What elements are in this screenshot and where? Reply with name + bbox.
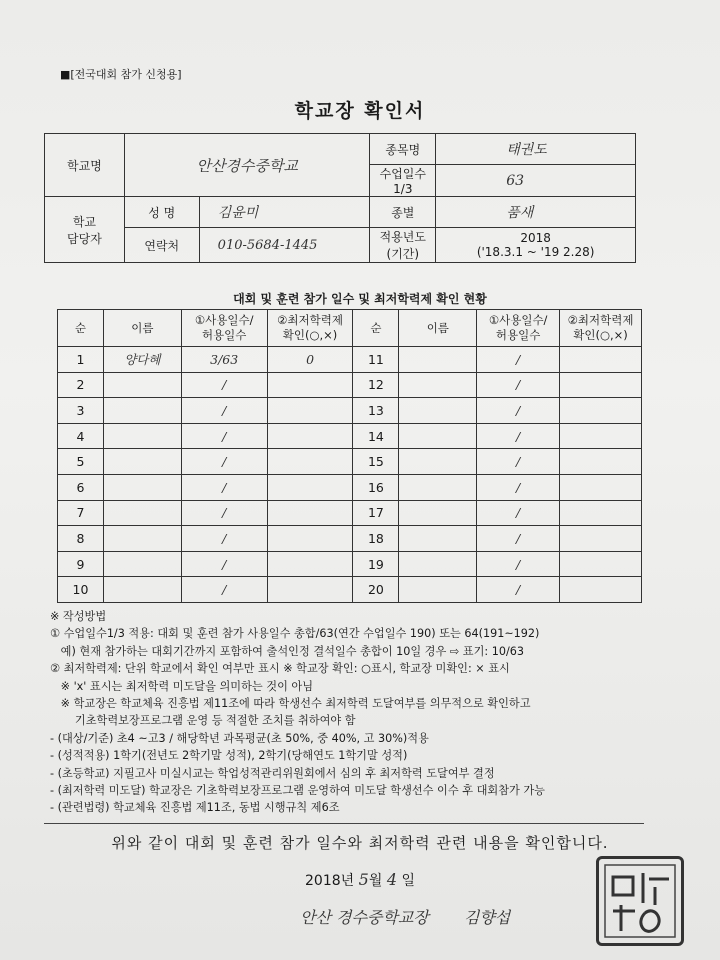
cell-order: 10 bbox=[58, 577, 104, 603]
cell-check bbox=[267, 423, 353, 449]
cell-check-2 bbox=[560, 577, 642, 603]
note-line: ② 최저학력제: 단위 학교에서 확인 여부만 표시 ※ 학교장 확인: ○표시, 학교장 미확인: × 표시 bbox=[50, 662, 510, 676]
cell-order: 3 bbox=[58, 398, 104, 424]
cell-name bbox=[103, 551, 181, 577]
cell-check bbox=[267, 577, 353, 603]
cell-check-2 bbox=[560, 372, 642, 398]
cell-order-2: 11 bbox=[353, 347, 399, 373]
cell-name-2 bbox=[399, 474, 477, 500]
school-name-value: 안산경수중학교 bbox=[124, 134, 370, 197]
cell-order-2: 14 bbox=[353, 423, 399, 449]
cell-name bbox=[103, 449, 181, 475]
sport-value: 태권도 bbox=[436, 134, 636, 165]
col-order-header-2: 순 bbox=[353, 310, 399, 347]
cell-check-2 bbox=[560, 500, 642, 526]
cell-order: 7 bbox=[58, 500, 104, 526]
name-value: 김윤미 bbox=[199, 197, 370, 228]
cell-days-2: / bbox=[477, 449, 560, 475]
principal-signature: 안산 경수중학교장 김향섭 bbox=[300, 908, 511, 927]
col-days-header-2: ①사용일수/ 허용일수 bbox=[477, 310, 560, 347]
cell-check-2 bbox=[560, 449, 642, 475]
cell-check bbox=[267, 449, 353, 475]
cell-order-2: 15 bbox=[353, 449, 399, 475]
note-line: - (대상/기준) 초4 ~고3 / 해당학년 과목평균(초 50%, 중 40%, 고 30%)적용 bbox=[50, 731, 429, 745]
note-line: ※ 'x' 표시는 최저학력 미도달을 의미하는 것이 아님 bbox=[50, 679, 314, 693]
confirmation-text: 위와 같이 대회 및 훈련 참가 일수와 최저학력 관련 내용을 확인합니다. bbox=[111, 834, 609, 852]
cell-days: / bbox=[181, 372, 267, 398]
cell-check-2 bbox=[560, 474, 642, 500]
cell-days-2: / bbox=[477, 551, 560, 577]
cell-check bbox=[267, 551, 353, 577]
table-row bbox=[58, 551, 642, 577]
cell-days: / bbox=[181, 500, 267, 526]
cell-days-2: / bbox=[477, 474, 560, 500]
cell-order-2: 20 bbox=[353, 577, 399, 603]
col-days-header: ①사용일수/ 허용일수 bbox=[181, 310, 267, 347]
cell-days: / bbox=[181, 551, 267, 577]
cell-check-2 bbox=[560, 423, 642, 449]
cell-order-2: 12 bbox=[353, 372, 399, 398]
col-name-header-2: 이름 bbox=[399, 310, 477, 347]
cell-days-2: / bbox=[477, 398, 560, 424]
cell-name-2 bbox=[399, 577, 477, 603]
col-min-header: ②최저학력제 확인(○,×) bbox=[267, 310, 353, 347]
cell-check-2 bbox=[560, 398, 642, 424]
cell-days: / bbox=[181, 398, 267, 424]
cell-order-2: 13 bbox=[353, 398, 399, 424]
document-title: 학교장 확인서 bbox=[294, 100, 426, 122]
cell-days: / bbox=[181, 474, 267, 500]
school-info-table bbox=[44, 133, 636, 263]
cell-order-2: 17 bbox=[353, 500, 399, 526]
note-line: ※ 작성방법 bbox=[50, 610, 107, 623]
cell-order-2: 18 bbox=[353, 526, 399, 552]
note-line: - (최저학력 미도달) 학교장은 기초학력보장프로그램 운영하여 미도달 학생선수 이수 후 대회참가 가능 bbox=[50, 784, 545, 798]
col-min-header-2: ②최저학력제 확인(○,×) bbox=[560, 310, 642, 347]
cell-order-2: 19 bbox=[353, 551, 399, 577]
note-line: 예) 현재 참가하는 대회기간까지 포함하여 출석인정 결석일수 총합이 10일 경우 ⇨ 표기: 10/63 bbox=[50, 644, 524, 658]
table-row bbox=[58, 372, 642, 398]
cell-days: 3/63 bbox=[181, 347, 267, 373]
principal-seal bbox=[596, 856, 684, 946]
sport-label: 종목명 bbox=[370, 134, 436, 165]
table-row bbox=[58, 500, 642, 526]
cell-name bbox=[103, 474, 181, 500]
cell-order-2: 16 bbox=[353, 474, 399, 500]
cell-order: 1 bbox=[58, 347, 104, 373]
col-order-header: 순 bbox=[58, 310, 104, 347]
cell-order: 9 bbox=[58, 551, 104, 577]
table-row bbox=[58, 577, 642, 603]
cell-check-2 bbox=[560, 551, 642, 577]
days-label: 수업일수 1/3 bbox=[370, 165, 436, 197]
year-value: 2018 ('18.3.1 ~ '19 2.28) bbox=[436, 228, 636, 263]
cell-check bbox=[267, 372, 353, 398]
cell-name bbox=[103, 577, 181, 603]
note-line: - (초등학교) 지필고사 미실시교는 학업성적관리위원회에서 심의 후 최저학력 도달여부 결정 bbox=[50, 766, 495, 780]
cell-name-2 bbox=[399, 423, 477, 449]
year-label: 적용년도 (기간) bbox=[370, 228, 436, 263]
days-value: 63 bbox=[436, 165, 636, 197]
note-line: 기초학력보장프로그램 운영 등 적절한 조치를 취하여야 함 bbox=[50, 714, 356, 728]
cell-name-2 bbox=[399, 500, 477, 526]
cell-name-2 bbox=[399, 347, 477, 373]
name-label: 성 명 bbox=[124, 197, 199, 228]
note-line: ※ 학교장은 학교체육 진흥법 제11조에 따라 학생선수 최저학력 도달여부를 의무적으로 확인하고 bbox=[50, 697, 531, 711]
table-row bbox=[58, 474, 642, 500]
contact-value: 010-5684-1445 bbox=[199, 228, 370, 263]
table-row bbox=[58, 526, 642, 552]
cell-name bbox=[103, 500, 181, 526]
cell-days-2: / bbox=[477, 372, 560, 398]
cell-check bbox=[267, 398, 353, 424]
cell-check bbox=[267, 500, 353, 526]
cell-order: 2 bbox=[58, 372, 104, 398]
table-row bbox=[58, 347, 642, 373]
cell-days: / bbox=[181, 526, 267, 552]
cell-days-2: / bbox=[477, 577, 560, 603]
note-line: - (성적적용) 1학기(전년도 2학기말 성적), 2학기(당해연도 1학기말 성적) bbox=[50, 749, 408, 763]
participation-table bbox=[57, 309, 642, 603]
cell-order: 5 bbox=[58, 449, 104, 475]
school-name-label: 학교명 bbox=[45, 134, 125, 197]
cell-check: 0 bbox=[267, 347, 353, 373]
table-header-row bbox=[58, 310, 642, 347]
contact-label: 연락처 bbox=[124, 228, 199, 263]
cell-name bbox=[103, 526, 181, 552]
cell-name-2 bbox=[399, 526, 477, 552]
cell-name-2 bbox=[399, 398, 477, 424]
cell-name bbox=[103, 372, 181, 398]
form-type-tag: ■[전국대회 참가 신청용] bbox=[60, 68, 182, 81]
cell-days-2: / bbox=[477, 347, 560, 373]
cell-days: / bbox=[181, 449, 267, 475]
note-line: ① 수업일수1/3 적용: 대회 및 훈련 참가 사용일수 총합/63(연간 수업일수 190) 또는 64(191~192) bbox=[50, 627, 540, 641]
cell-name bbox=[103, 423, 181, 449]
cell-name-2 bbox=[399, 551, 477, 577]
cell-name bbox=[103, 398, 181, 424]
table-row bbox=[58, 398, 642, 424]
cell-order: 8 bbox=[58, 526, 104, 552]
gender-value: 품새 bbox=[436, 197, 636, 228]
cell-name: 양다혜 bbox=[103, 347, 181, 373]
gender-label: 종별 bbox=[370, 197, 436, 228]
cell-order: 6 bbox=[58, 474, 104, 500]
cell-name-2 bbox=[399, 449, 477, 475]
cell-check bbox=[267, 474, 353, 500]
cell-check-2 bbox=[560, 347, 642, 373]
staff-label: 학교 담당자 bbox=[45, 197, 125, 263]
cell-check bbox=[267, 526, 353, 552]
cell-days-2: / bbox=[477, 423, 560, 449]
cell-days-2: / bbox=[477, 526, 560, 552]
cell-name-2 bbox=[399, 372, 477, 398]
cell-days: / bbox=[181, 423, 267, 449]
divider bbox=[44, 823, 644, 824]
cell-check-2 bbox=[560, 526, 642, 552]
col-name-header: 이름 bbox=[103, 310, 181, 347]
cell-order: 4 bbox=[58, 423, 104, 449]
section-title: 대회 및 훈련 참가 일수 및 최저학력제 확인 현황 bbox=[233, 292, 487, 306]
document-date: 2018년 5월 4 일 bbox=[305, 870, 415, 889]
cell-days-2: / bbox=[477, 500, 560, 526]
table-row bbox=[58, 423, 642, 449]
notes-section bbox=[50, 608, 690, 817]
cell-days: / bbox=[181, 577, 267, 603]
note-line: - (관련법령) 학교체육 진흥법 제11조, 동법 시행규칙 제6조 bbox=[50, 801, 340, 815]
table-row bbox=[58, 449, 642, 475]
